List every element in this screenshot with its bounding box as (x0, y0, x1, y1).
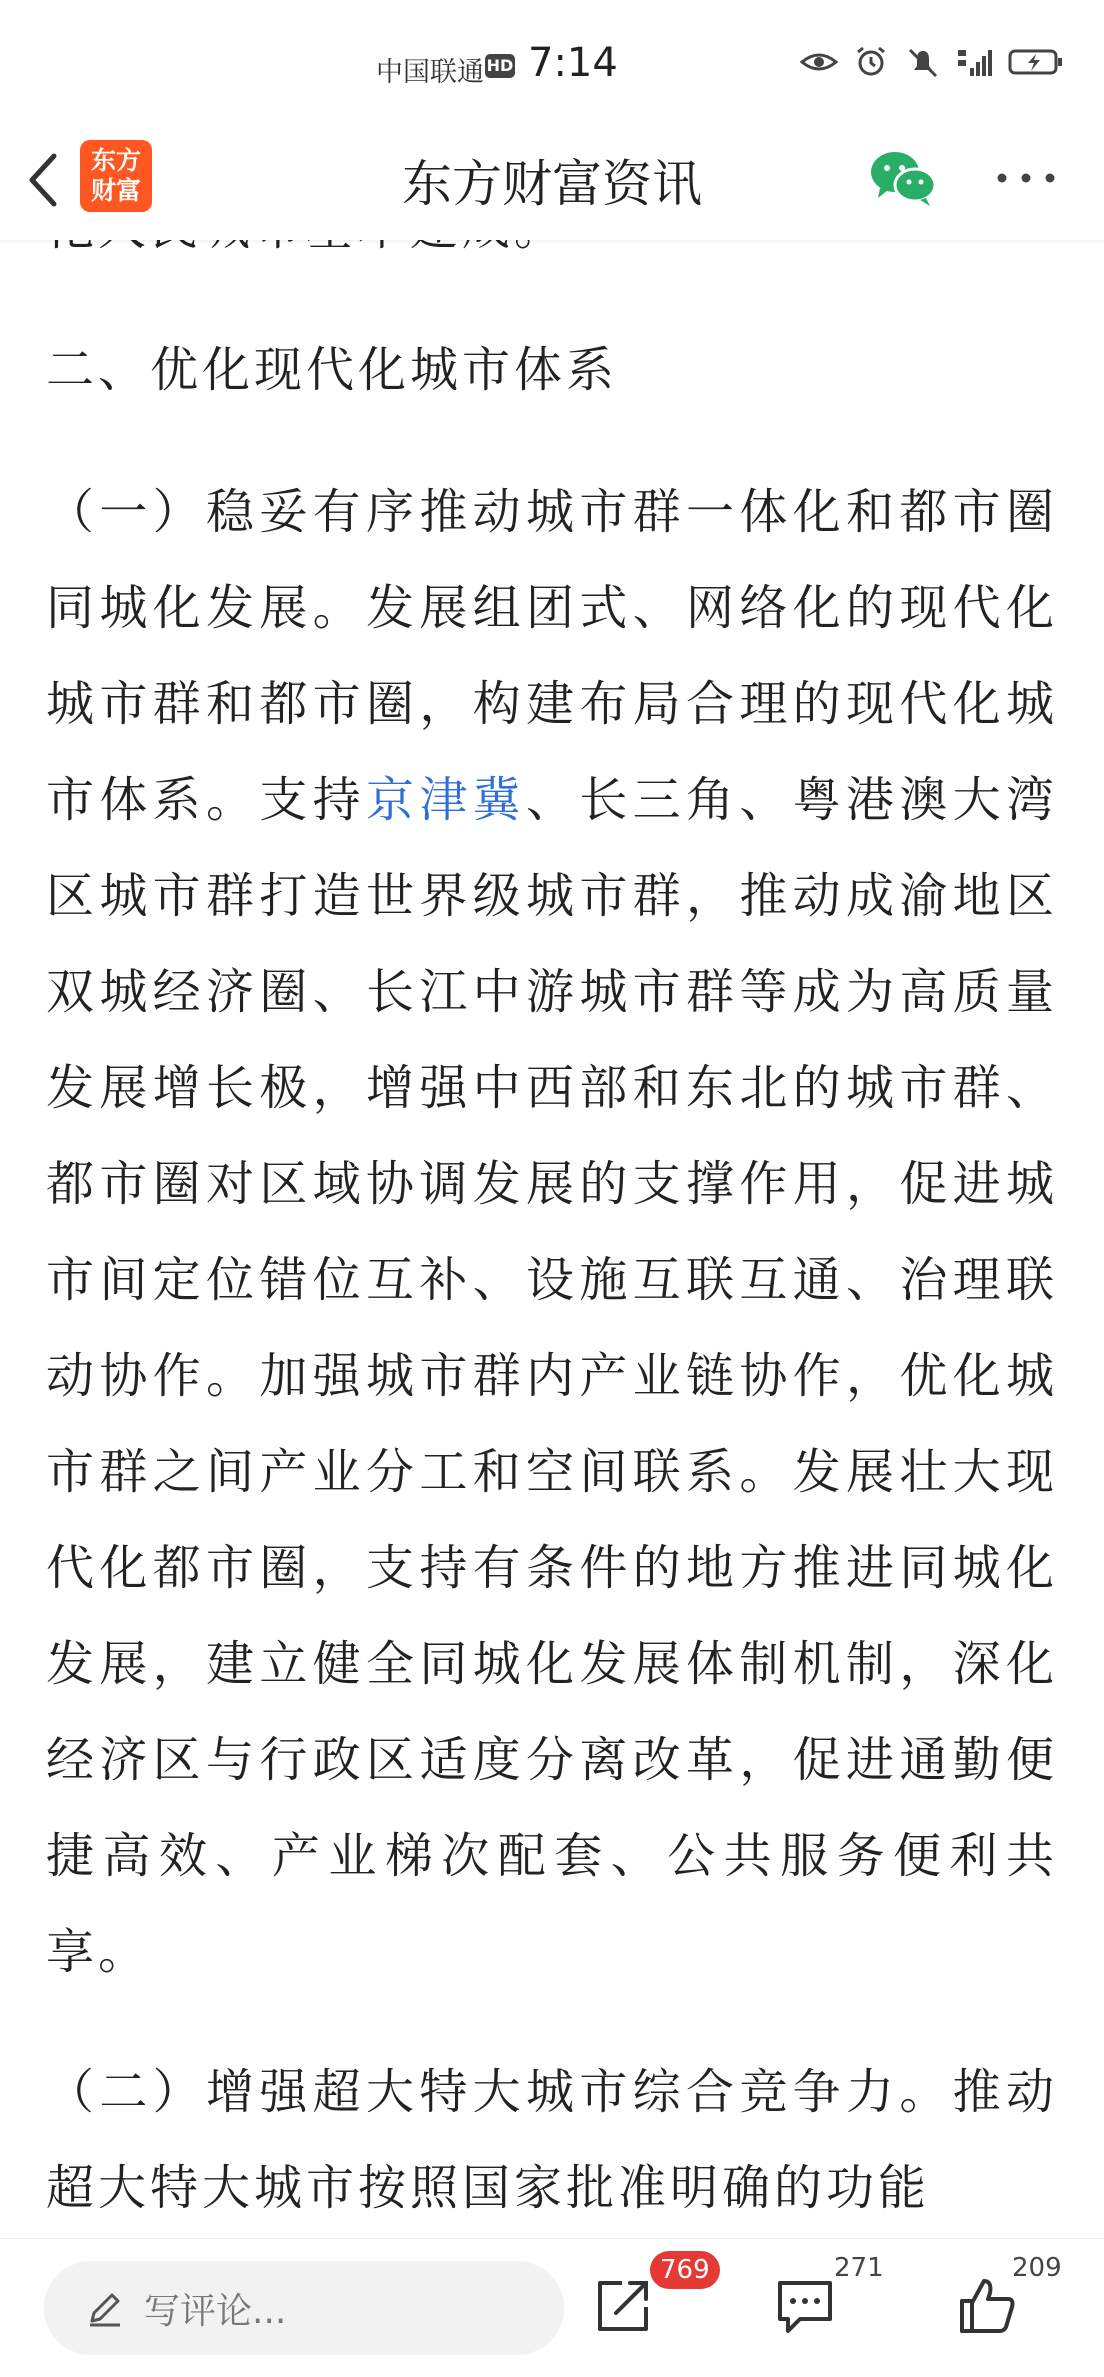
status-bar (0, 0, 1104, 120)
bottom-action-bar (0, 2238, 1104, 2377)
alarm-icon (852, 46, 890, 78)
logo-text-line1: 东方 (90, 146, 141, 175)
article-paragraph (46, 464, 1058, 2000)
wechat-icon[interactable] (868, 148, 938, 208)
like-count: 209 (1012, 2253, 1062, 2283)
section-heading: 二、优化现代化城市体系 (46, 342, 619, 398)
carrier-label: 中国联通 (376, 57, 484, 88)
share-icon[interactable] (592, 2275, 654, 2337)
comment-placeholder: 写评论... (144, 2291, 287, 2332)
pencil-icon (84, 2287, 126, 2329)
comment-count: 271 (834, 2253, 884, 2283)
page-title: 东方财富资讯 (402, 155, 702, 213)
paragraph-text: 、长三角、粤港澳大湾区城市群打造世界级城市群，推动成渝地区双城经济圈、长江中游城市群等成为高质量发展增长极，增强中西部和东北的城市群、都市圈对区域协调发展的支撑作用，促进城市间定位错位互补、设施互联互通、治理联动协作。加强城市群内产业链协作，优化城市群之间产业分工和空间联系。发展壮大现代化都市圈，支持有条件的地方推进同城化发展，建立健全同城化发展体制机制，深化经济区与行政区适度分离改革，促进通勤便捷高效、产业梯次配套、公共服务便利共享。 (46, 772, 1058, 1980)
comment-input[interactable] (44, 2261, 564, 2355)
logo-text-line2: 财富 (90, 176, 141, 205)
hd-badge: HD (485, 54, 515, 78)
share-count-badge: 769 (650, 2251, 720, 2289)
status-icons (800, 46, 1064, 78)
eye-icon (800, 46, 838, 78)
battery-icon (1008, 46, 1064, 78)
clock: 7:14 (528, 40, 618, 86)
article-body (46, 220, 1058, 2230)
mute-icon (904, 46, 942, 78)
like-icon[interactable] (956, 2275, 1018, 2337)
paragraph-text: （一）稳妥有序推动城市群一体化和都市圈同城化发展。发展组团式、网络化的现代化城市群和都市圈，构建布局合理的现代化城市体系。支持 (46, 484, 1058, 828)
nav-bar (0, 120, 1104, 240)
more-icon[interactable] (994, 168, 1058, 188)
article-paragraph: （二）增强超大特大城市综合竞争力。推动超大特大城市按照国家批准明确的功能 (46, 2064, 1058, 2216)
signal-icon (956, 46, 994, 78)
keyword-link[interactable]: 京津冀 (366, 772, 526, 828)
comments-icon[interactable] (774, 2277, 836, 2335)
